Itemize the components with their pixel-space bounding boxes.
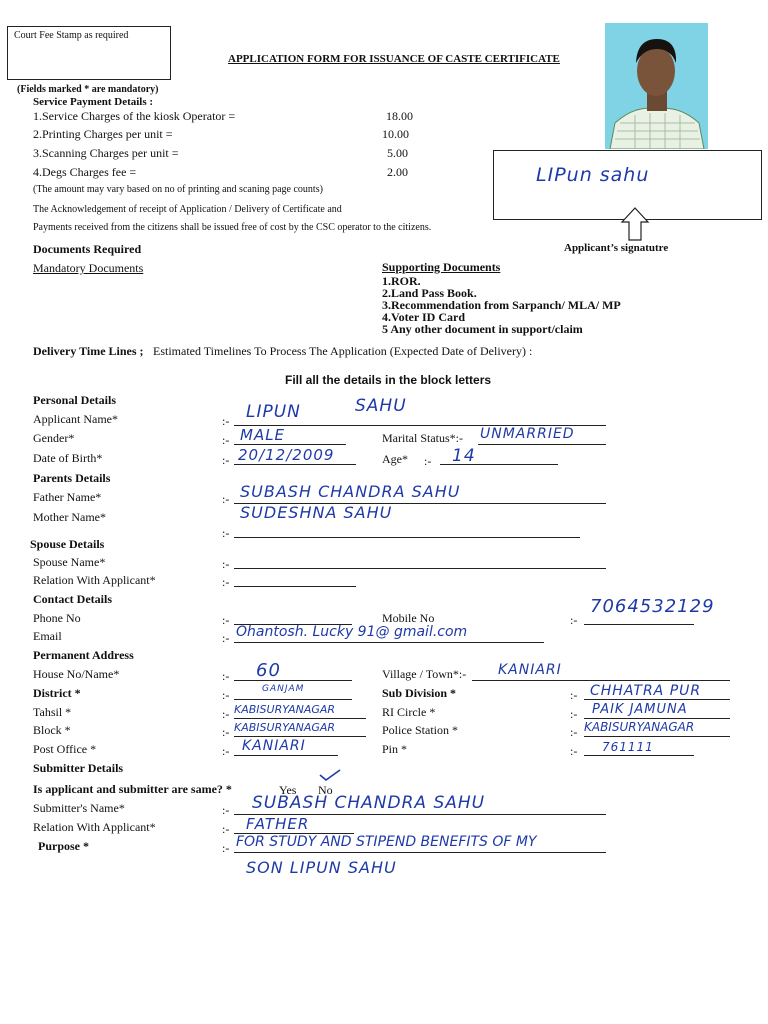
mother-name-label: Mother Name* (33, 510, 106, 524)
sub-division-label: Sub Division * (382, 686, 457, 700)
email-value: Ohantosh. Lucky 91@ gmail.com (236, 624, 468, 640)
block-value: KABISURYANAGAR (234, 721, 336, 734)
purpose-value-line2: SON LIPUN SAHU (246, 858, 397, 877)
delivery-label: Delivery Time Lines ; (33, 344, 144, 358)
submitter-name-sep: :- (222, 803, 230, 817)
district-value: GANJAM (262, 684, 305, 694)
block-letters-instruction: Fill all the details in the block letters (285, 373, 492, 387)
block-label: Block * (33, 723, 71, 737)
submitter-relation-label: Relation With Applicant* (33, 820, 156, 834)
spouse-name-label: Spouse Name* (33, 555, 106, 569)
tahsil-sep: :- (222, 707, 230, 721)
house-sep: :- (222, 669, 230, 683)
spouse-name-line[interactable] (234, 568, 606, 569)
age-sep: :- (424, 454, 432, 468)
charge-label-printing: 2.Printing Charges per unit = (33, 127, 173, 141)
block-sep: :- (222, 725, 230, 739)
police-station-sep: :- (570, 725, 578, 739)
age-label: Age* (382, 452, 408, 466)
documents-heading: Documents Required (33, 242, 142, 256)
ri-circle-value: PAIK JAMUNA (592, 702, 688, 717)
dob-label: Date of Birth* (33, 451, 103, 465)
father-name-sep: :- (222, 492, 230, 506)
up-arrow-icon (620, 206, 650, 247)
supporting-doc-recommendation: 3.Recommendation from Sarpanch/ MLA/ MP (382, 298, 621, 312)
tahsil-label: Tahsil * (33, 705, 72, 719)
village-line[interactable] (472, 680, 730, 681)
email-label: Email (33, 629, 62, 643)
district-sep: :- (222, 688, 230, 702)
submitter-relation-value: FATHER (246, 815, 310, 833)
phone-sep: :- (222, 613, 230, 627)
spouse-relation-line[interactable] (234, 586, 356, 587)
signature-caption: Applicant’s signatutre (564, 242, 669, 254)
supporting-doc-land-pass-book: 2.Land Pass Book. (382, 286, 477, 300)
father-name-label: Father Name* (33, 490, 102, 504)
ack-note-2: Payments received from the citizens shall be issued free of cost by the CSC operator to the citizens. (33, 222, 432, 233)
district-label: District * (33, 686, 81, 700)
submitter-name-label: Submitter's Name* (33, 801, 125, 815)
charge-value-scanning: 5.00 (387, 146, 408, 160)
supporting-doc-voter-id: 4.Voter ID Card (382, 310, 465, 324)
tahsil-line[interactable] (234, 718, 366, 719)
spouse-relation-sep: :- (222, 575, 230, 589)
pin-label: Pin * (382, 742, 408, 756)
check-mark-icon (318, 768, 342, 787)
amount-note: (The amount may vary based on no of printing and scaning page counts) (33, 184, 323, 195)
service-payment-heading: Service Payment Details : (33, 96, 154, 108)
ri-circle-label: RI Circle * (382, 705, 436, 719)
mother-name-sep: :- (222, 526, 230, 540)
court-fee-stamp-box (7, 26, 171, 80)
pin-sep: :- (570, 744, 578, 758)
applicant-name-label: Applicant Name* (33, 412, 118, 426)
spouse-relation-label: Relation With Applicant* (33, 573, 156, 587)
delivery-text: Estimated Timelines To Process The Application (Expected Date of Delivery) : (153, 344, 533, 358)
supporting-documents-label: Supporting Documents (382, 260, 501, 274)
gender-line[interactable] (234, 444, 346, 445)
gender-value: MALE (240, 426, 286, 444)
purpose-value-line1: FOR STUDY AND STIPEND BENEFITS OF MY (236, 834, 537, 850)
father-name-value: SUBASH CHANDRA SAHU (240, 482, 461, 501)
dob-line[interactable] (234, 464, 356, 465)
gender-label: Gender* (33, 431, 75, 445)
sub-division-sep: :- (570, 688, 578, 702)
marital-status-line[interactable] (478, 444, 606, 445)
post-office-sep: :- (222, 744, 230, 758)
phone-label: Phone No (33, 611, 81, 625)
district-line[interactable] (234, 699, 352, 700)
applicant-signature: LIPun sahu (536, 164, 650, 186)
mobile-line[interactable] (584, 624, 694, 625)
submitter-relation-sep: :- (222, 822, 230, 836)
email-line[interactable] (234, 642, 544, 643)
same-question-label: Is applicant and submitter are same? * (33, 782, 232, 796)
pin-line[interactable] (584, 755, 694, 756)
section-contact: Contact Details (33, 592, 112, 606)
section-submitter: Submitter Details (33, 761, 124, 775)
charge-label-degs: 4.Degs Charges fee = (33, 165, 137, 179)
charge-value-service: 18.00 (386, 109, 413, 123)
mandatory-note: (Fields marked * are mandatory) (17, 84, 159, 95)
purpose-label: Purpose * (38, 839, 89, 853)
village-value: KANIARI (498, 662, 562, 678)
purpose-sep: :- (222, 841, 230, 855)
same-no-option[interactable]: No (318, 783, 333, 797)
dob-sep: :- (222, 453, 230, 467)
house-label: House No/Name* (33, 667, 120, 681)
submitter-name-value: SUBASH CHANDRA SAHU (252, 793, 486, 813)
charge-value-degs: 2.00 (387, 165, 408, 179)
ack-note-1: The Acknowledgement of receipt of Application / Delivery of Certificate and (33, 204, 342, 215)
applicant-first-name-value: LIPUN (246, 402, 301, 422)
ri-circle-line[interactable] (584, 718, 730, 719)
block-line[interactable] (234, 736, 366, 737)
marital-status-value: UNMARRIED (480, 426, 575, 442)
charge-label-service: 1.Service Charges of the kiosk Operator = (33, 109, 236, 123)
applicant-photo (605, 23, 708, 149)
same-yes-option[interactable]: Yes (279, 783, 297, 797)
age-value: 14 (452, 446, 476, 466)
ri-circle-sep: :- (570, 707, 578, 721)
mobile-label: Mobile No (382, 611, 435, 625)
spouse-name-sep: :- (222, 557, 230, 571)
form-title: APPLICATION FORM FOR ISSUANCE OF CASTE CERTIFICATE (228, 53, 560, 65)
charge-label-scanning: 3.Scanning Charges per unit = (33, 146, 179, 160)
marital-status-label: Marital Status*:- (382, 431, 463, 445)
mandatory-documents-label: Mandatory Documents (33, 261, 144, 275)
house-line[interactable] (234, 680, 352, 681)
post-office-line[interactable] (234, 755, 338, 756)
police-station-value: KABISURYANAGAR (584, 720, 695, 734)
dob-value: 20/12/2009 (238, 446, 335, 464)
village-label: Village / Town*:- (382, 667, 467, 681)
supporting-doc-ror: 1.ROR. (382, 274, 421, 288)
mother-name-line[interactable] (234, 537, 580, 538)
stamp-label: Court Fee Stamp as required (14, 30, 129, 41)
tahsil-value: KABISURYANAGAR (234, 703, 336, 716)
mother-name-value: SUDESHNA SAHU (240, 503, 393, 522)
email-sep: :- (222, 631, 230, 645)
post-office-value: KANIARI (242, 738, 306, 754)
sub-division-value: CHHATRA PUR (590, 683, 702, 699)
pin-value: 761111 (602, 740, 654, 754)
section-parents: Parents Details (33, 471, 111, 485)
post-office-label: Post Office * (33, 742, 97, 756)
mobile-value: 7064532129 (590, 596, 715, 617)
mobile-sep: :- (570, 613, 578, 627)
purpose-line[interactable] (234, 852, 606, 853)
house-value: 60 (256, 660, 281, 681)
police-station-line[interactable] (584, 736, 730, 737)
applicant-last-name-value: SAHU (355, 396, 407, 416)
applicant-name-sep: :- (222, 414, 230, 428)
gender-sep: :- (222, 433, 230, 447)
supporting-doc-other: 5 Any other document in support/claim (382, 322, 583, 336)
section-personal: Personal Details (33, 393, 116, 407)
sub-division-line[interactable] (584, 699, 730, 700)
section-address: Permanent Address (33, 648, 134, 662)
charge-value-printing: 10.00 (382, 127, 409, 141)
section-spouse: Spouse Details (30, 537, 105, 551)
police-station-label: Police Station * (382, 723, 458, 737)
